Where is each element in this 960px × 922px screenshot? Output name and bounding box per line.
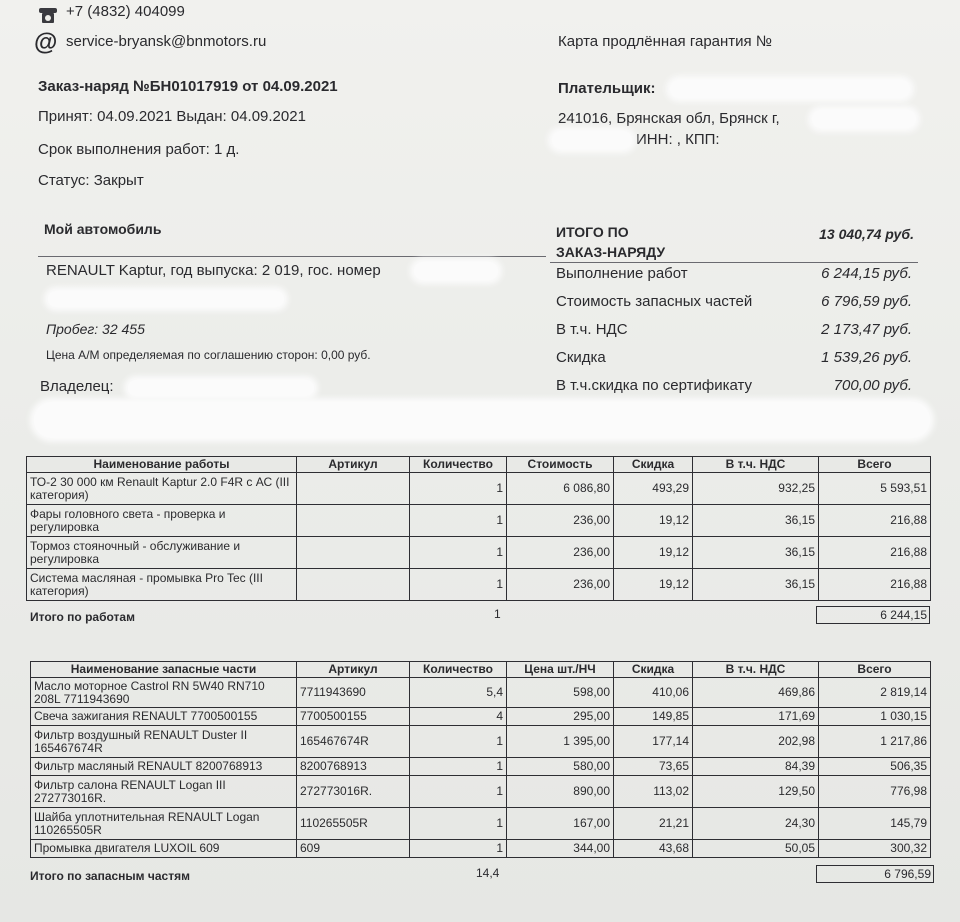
totals-divider (550, 262, 918, 263)
column-header: Скидка (614, 662, 693, 678)
payer-address: 241016, Брянская обл, Брянск г, (558, 110, 780, 127)
payer-inn: ИНН: , КПП: (636, 131, 720, 148)
totals-title-line2: ЗАКАЗ-НАРЯДУ (556, 244, 666, 260)
order-dates: Принят: 04.09.2021 Выдан: 04.09.2021 (38, 108, 306, 125)
table-row: Свеча зажигания RENAULT 7700500155 7700500155 4 295,00 149,85 171,69 1 030,15 (31, 708, 931, 726)
parts-header-row (31, 662, 931, 678)
works-total-qty: 1 (494, 607, 501, 621)
column-header: Скидка (614, 457, 693, 473)
column-header: Количество (410, 662, 507, 678)
payer-label: Плательщик: (558, 80, 656, 97)
redaction-mark (670, 80, 910, 98)
table-row: ТО-2 30 000 км Renault Kaptur 2.0 F4R с АС (III категория) 1 6 086,80 493,29 932,25 5 593,51 (27, 473, 931, 505)
totals-row: Стоимость запасных частей 6 796,59 руб. (556, 293, 912, 310)
phone-number: +7 (4832) 404099 (66, 3, 185, 20)
column-header: Артикул (297, 662, 410, 678)
warranty-card: Карта продлённая гарантия № (558, 33, 772, 50)
redaction-mark (34, 402, 930, 438)
totals-row: Скидка 1 539,26 руб. (556, 349, 912, 366)
totals-title-line1: ИТОГО ПО (556, 224, 629, 240)
column-header: Всего (819, 457, 931, 473)
parts-total-qty: 14,4 (476, 866, 500, 880)
totals-row: В т.ч.скидка по сертификату 700,00 руб. (556, 377, 912, 394)
totals-row: Выполнение работ 6 244,15 руб. (556, 265, 912, 282)
table-row: Система масляная - промывка Pro Tec (III категория) 1 236,00 19,12 36,15 216,88 (27, 569, 931, 601)
order-duration: Срок выполнения работ: 1 д. (38, 141, 240, 158)
totals-row: В т.ч. НДС 2 173,47 руб. (556, 321, 912, 338)
column-header: Количество (410, 457, 507, 473)
table-row: Фильтр воздушный RENAULT Duster II 165467674R 165467674R 1 1 395,00 177,14 202,98 1 217,86 (31, 726, 931, 758)
car-owner: Владелец: (40, 378, 114, 395)
table-row: Фильтр масляный RENAULT 8200768913 8200768913 1 580,00 73,65 84,39 506,35 (31, 758, 931, 776)
column-header: Наименование запасные части (31, 662, 297, 678)
car-divider (38, 256, 546, 257)
order-title: Заказ-наряд №БН01017919 от 04.09.2021 (38, 78, 338, 95)
table-row: Масло моторное Castrol RN 5W40 RN710 208L 7711943690 7711943690 5,4 598,00 410,06 469,86 2 819,14 (31, 678, 931, 708)
car-section-title: Мой автомобиль (44, 221, 162, 237)
column-header: Наименование работы (27, 457, 297, 473)
column-header: В т.ч. НДС (693, 457, 819, 473)
grand-total: 13 040,74 руб. (819, 226, 914, 242)
works-table (26, 456, 931, 601)
table-row: Тормоз стояночный - обслуживание и регулировка 1 236,00 19,12 36,15 216,88 (27, 537, 931, 569)
redaction-mark (48, 291, 284, 307)
car-model: RENAULT Kaptur, год выпуска: 2 019, гос. номер (46, 262, 381, 279)
column-header: Стоимость (507, 457, 614, 473)
phone-icon (38, 6, 58, 24)
column-header: Артикул (297, 457, 410, 473)
car-price-note: Цена А/М определяемая по соглашению сторон: 0,00 руб. (46, 348, 371, 362)
works-header-row (27, 457, 931, 473)
parts-total-value: 6 796,59 (816, 865, 934, 883)
table-row: Фары головного света - проверка и регулировка 1 236,00 19,12 36,15 216,88 (27, 505, 931, 537)
table-row: Шайба уплотнительная RENAULT Logan 110265505R 110265505R 1 167,00 21,21 24,30 145,79 (31, 808, 931, 840)
table-row: Фильтр салона RENAULT Logan III 272773016R. 272773016R. 1 890,00 113,02 129,50 776,98 (31, 776, 931, 808)
email-address: service-bryansk@bnmotors.ru (66, 33, 267, 50)
redaction-mark (414, 262, 498, 280)
order-status: Статус: Закрыт (38, 172, 144, 189)
column-header: Цена шт./НЧ (507, 662, 614, 678)
parts-table (30, 661, 931, 858)
parts-total-label: Итого по запасным частям (30, 869, 190, 883)
redaction-mark (552, 131, 632, 149)
works-total-label: Итого по работам (30, 610, 135, 624)
redaction-mark (812, 110, 916, 128)
column-header: Всего (819, 662, 931, 678)
at-icon: @ (34, 29, 58, 56)
redaction-mark (128, 380, 314, 396)
column-header: В т.ч. НДС (693, 662, 819, 678)
car-mileage: Пробег: 32 455 (46, 321, 145, 337)
table-row: Промывка двигателя LUXOIL 609 609 1 344,00 43,68 50,05 300,32 (31, 840, 931, 858)
works-total-value: 6 244,15 (816, 606, 930, 624)
